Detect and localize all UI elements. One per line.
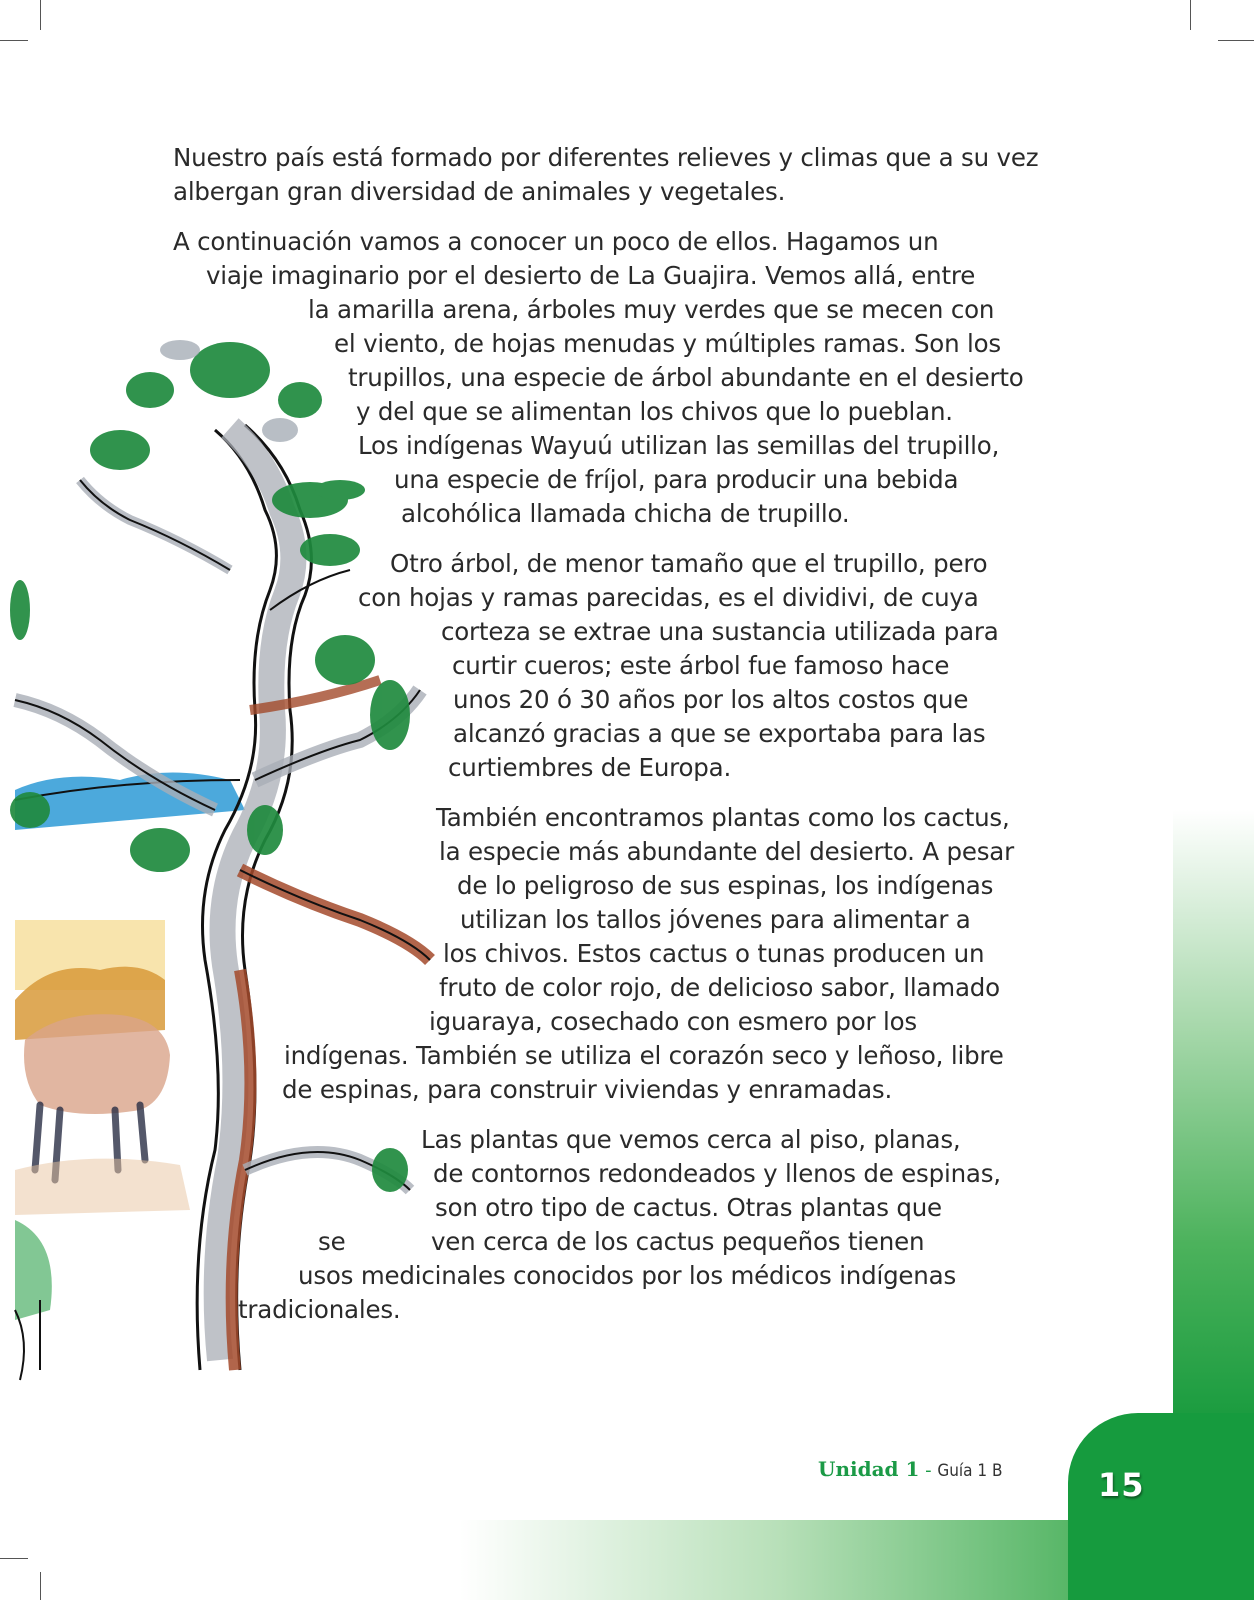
body-text-line: corteza se extrae una sustancia utilizada para — [441, 617, 999, 646]
body-text-line: Los indígenas Wayuú utilizan las semillas del trupillo, — [358, 431, 1000, 460]
body-text-line: la amarilla arena, árboles muy verdes que se mecen con — [308, 295, 995, 324]
page-number-tab — [1068, 1413, 1254, 1600]
body-text-line: son otro tipo de cactus. Otras plantas que — [435, 1193, 942, 1222]
body-text-line: albergan gran diversidad de animales y vegetales. — [173, 177, 786, 206]
body-text-line: de lo peligroso de sus espinas, los indígenas — [457, 871, 994, 900]
body-text-line: viaje imaginario por el desierto de La Guajira. Vemos allá, entre — [206, 261, 976, 290]
body-text-line: el viento, de hojas menudas y múltiples ramas. Son los — [334, 329, 1001, 358]
body-text-line: trupillos, una especie de árbol abundante en el desierto — [348, 363, 1024, 392]
body-text-line: usos medicinales conocidos por los médicos indígenas — [298, 1261, 957, 1290]
footer-separator: - — [919, 1460, 938, 1481]
body-text-line: indígenas. También se utiliza el corazón seco y leñoso, libre — [284, 1041, 1004, 1070]
unit-label: Unidad 1 — [818, 1457, 920, 1481]
body-text-line: alcanzó gracias a que se exportaba para las — [453, 719, 986, 748]
body-text-line: Otro árbol, de menor tamaño que el trupillo, pero — [390, 549, 988, 578]
body-text-line: se — [318, 1227, 346, 1256]
body-text-line: Las plantas que vemos cerca al piso, planas, — [421, 1125, 961, 1154]
footer-caption — [818, 1457, 1002, 1481]
body-text-line: utilizan los tallos jóvenes para alimentar a — [460, 905, 971, 934]
side-green-gradient — [1173, 810, 1254, 1430]
body-text-line: iguaraya, cosechado con esmero por los — [429, 1007, 917, 1036]
body-text-line: tradicionales. — [238, 1295, 401, 1324]
body-text-line: También encontramos plantas como los cactus, — [436, 803, 1010, 832]
body-text-line: curtiembres de Europa. — [448, 753, 732, 782]
body-text-line: de espinas, para construir viviendas y enramadas. — [282, 1075, 893, 1104]
crop-mark — [1218, 40, 1254, 41]
trupillo-tree-illustration — [0, 310, 440, 1410]
crop-mark — [0, 1558, 28, 1559]
body-text-line: unos 20 ó 30 años por los altos costos que — [453, 685, 969, 714]
body-text-line: ven cerca de los cactus pequeños tienen — [431, 1227, 925, 1256]
body-text-line: y del que se alimentan los chivos que lo pueblan. — [356, 397, 953, 426]
crop-mark — [40, 0, 41, 30]
crop-mark — [0, 40, 28, 41]
body-text-line: fruto de color rojo, de delicioso sabor, llamado — [439, 973, 1000, 1002]
crop-mark — [1190, 0, 1191, 30]
body-text-line: Nuestro país está formado por diferentes relieves y climas que a su vez — [173, 143, 1039, 172]
body-text-line: alcohólica llamada chicha de trupillo. — [401, 499, 850, 528]
body-text-line: los chivos. Estos cactus o tunas producen un — [443, 939, 985, 968]
crop-mark — [40, 1572, 41, 1600]
page-number: 15 — [1098, 1466, 1145, 1504]
body-text-line: A continuación vamos a conocer un poco de ellos. Hagamos un — [173, 227, 939, 256]
guide-label: Guía 1 B — [937, 1461, 1003, 1481]
body-text-line: la especie más abundante del desierto. A pesar — [439, 837, 1014, 866]
body-text-line: con hojas y ramas parecidas, es el dividivi, de cuya — [358, 583, 979, 612]
body-text-line: curtir cueros; este árbol fue famoso hace — [452, 651, 950, 680]
body-text-line: de contornos redondeados y llenos de espinas, — [433, 1159, 1001, 1188]
body-text-line: una especie de fríjol, para producir una bebida — [394, 465, 959, 494]
